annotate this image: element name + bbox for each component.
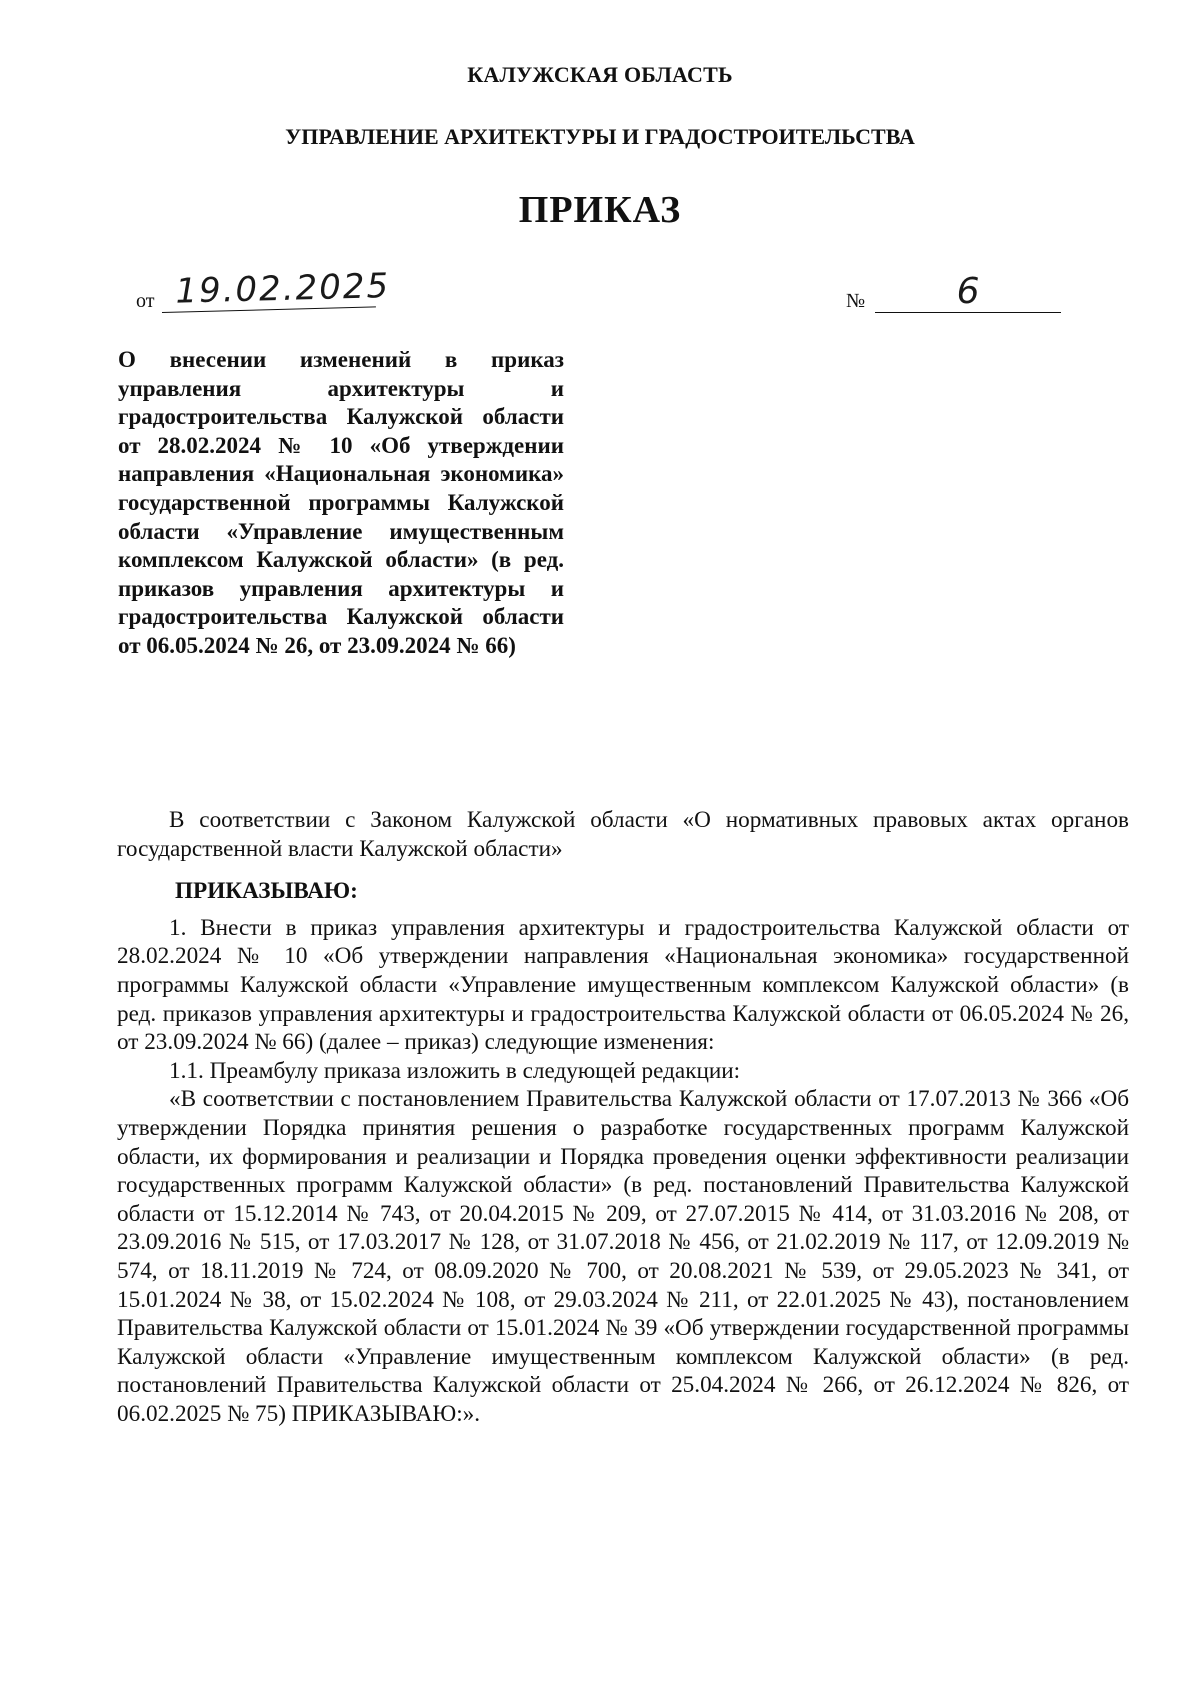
department-heading: УПРАВЛЕНИЕ АРХИТЕКТУРЫ И ГРАДОСТРОИТЕЛЬСТВА (285, 124, 915, 149)
command-heading: ПРИКАЗЫВАЮ: (175, 878, 358, 905)
document-type-title: ПРИКАЗ (518, 189, 682, 231)
item-1-paragraph: 1. Внести в приказ управления архитектуры и градостроительства Калужской области от 28.02.2024 № 10 «Об утверждении направления «Национальная экономика» государственной программы Калужской области «Управление имущественным комплексом Калужской области» (в ред. приказов управления архитектуры и градостроительства Калужской области от 06.05.2024 № 26, от 23.09.2024 № 66) (далее – приказ) следующие изменения: (117, 914, 1129, 1056)
number-value: 6 (875, 272, 1061, 313)
preamble-paragraph: В соответствии с Законом Калужской области «О нормативных правовых актах органов государственной власти Калужской области» (117, 807, 1129, 862)
order-subject: О внесении изменений в приказ управления архитектуры и градостроительства Калужской области от 28.02.2024 № 10 «Об утверждении направления «Национальная экономика» государственной программы Калужской области «Управление имущественным комплексом Калужской области» (в ред. приказов управления архитектуры и градостроительства Калужской области от 06.05.2024 № 26, от 23.09.2024 № 66) (118, 347, 564, 658)
date-value: 19.02.2025 (161, 266, 376, 313)
date-label: от (136, 290, 155, 312)
order-number (846, 272, 1061, 313)
number-label: № (846, 290, 866, 312)
order-date (136, 266, 392, 313)
order-body (117, 806, 1129, 1428)
item-1-1-new-text: «В соответствии с постановлением Правительства Калужской области от 17.07.2013 № 366 «Об утверждении Порядка принятия решения о разработке государственных программ Калужской области, их формирования и реализации и Порядка проведения оценки эффективности реализации государственных программ Калужской области» (в ред. постановлений Правительства Калужской области от 15.12.2014 № 743, от 20.04.2015 № 209, от 27.07.2015 № 414, от 31.03.2016 № 208, от 23.09.2016 № 515, от 17.03.2017 № 128, от 31.07.2018 № 456, от 21.02.2019 № 117, от 12.09.2019 № 574, от 18.11.2019 № 724, от 08.09.2020 № 700, от 20.08.2021 № 539, от 29.05.2023 № 341, от 15.01.2024 № 38, от 15.02.2024 № 108, от 29.03.2024 № 211, от 22.01.2025 № 43), постановлением Правительства Калужской области от 15.01.2024 № 39 «Об утверждении государственной программы Калужской области «Управление имущественным комплексом Калужской области» (в ред. постановлений Правительства Калужской области от 25.04.2024 № 266, от 26.12.2024 № 826, от 06.02.2025 № 75) ПРИКАЗЫВАЮ:». (117, 1086, 1129, 1427)
item-1-1-paragraph: 1.1. Преамбулу приказа изложить в следующей редакции: (169, 1057, 741, 1084)
region-heading: КАЛУЖСКАЯ ОБЛАСТЬ (467, 62, 733, 87)
